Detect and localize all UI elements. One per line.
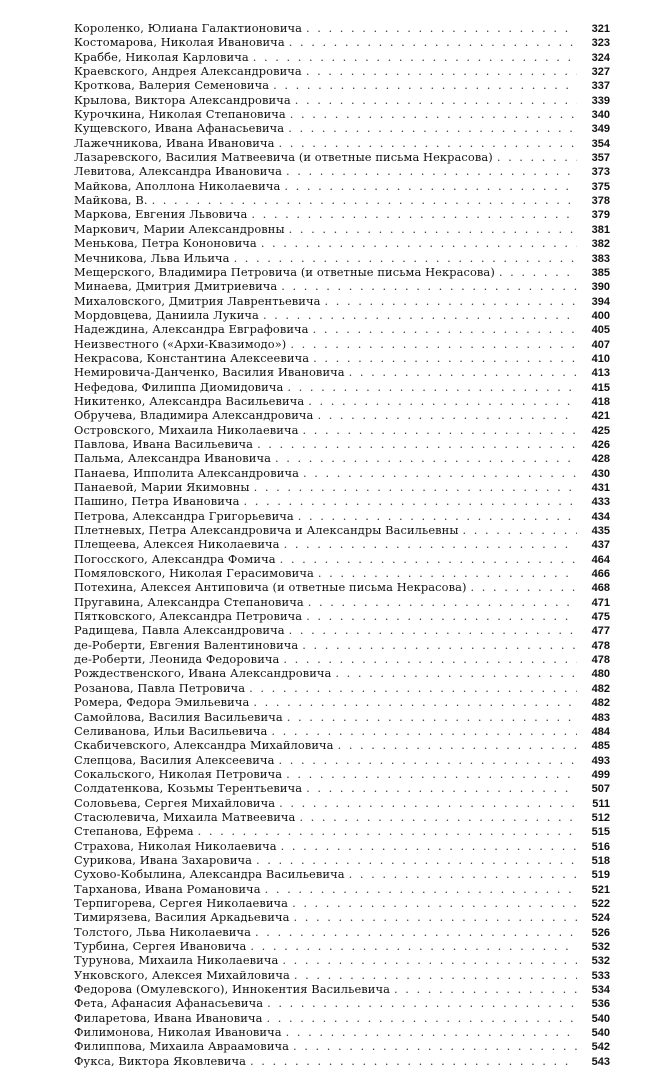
toc-entry-page-number: 339: [591, 94, 610, 107]
dot-leader: [318, 566, 577, 580]
toc-entry: [74, 107, 610, 121]
dot-leader: [266, 1011, 577, 1025]
toc-entry-name: де-Роберти, Леонида Федоровича: [74, 652, 280, 667]
toc-entry-name: Панаевой, Марии Якимовны: [74, 480, 250, 494]
dot-leader: [294, 968, 577, 982]
toc-entry: [74, 652, 610, 666]
dot-leader: [293, 1039, 577, 1053]
toc-entry-name: Курочкина, Николая Степановича: [74, 107, 286, 122]
toc-entry: [74, 466, 610, 480]
dot-leader: [308, 394, 577, 408]
dot-leader: [283, 652, 577, 666]
dot-leader: [271, 724, 577, 738]
dot-leader: [306, 64, 577, 78]
toc-entry-name: Костомарова, Николая Ивановича: [74, 35, 285, 50]
toc-entry: [74, 552, 610, 566]
toc-entry: [74, 796, 610, 810]
dot-leader: [284, 179, 577, 193]
toc-entry-page-number: 471: [591, 596, 610, 609]
toc-entry-name: Панаева, Ипполита Александровича: [74, 465, 299, 480]
toc-entry-name: Неизвестного («Архи-Квазимодо»): [74, 336, 287, 351]
toc-entry: [74, 121, 610, 135]
toc-entry: [74, 322, 610, 336]
toc-entry: [74, 753, 610, 767]
dot-leader: [463, 523, 577, 537]
toc-entry-page-number: 400: [591, 309, 610, 322]
dot-leader: [289, 222, 577, 236]
toc-entry-page-number: 515: [591, 826, 610, 839]
toc-entry-name: Радищева, Павла Александровича: [74, 623, 285, 638]
dot-leader: [244, 494, 578, 508]
toc-entry-page-number: 511: [592, 797, 610, 810]
toc-entry-name: Турбина, Сергея Ивановича: [74, 939, 247, 953]
dot-leader: [306, 21, 577, 35]
toc-entry-name: Скабичевского, Александра Михайловича: [74, 738, 334, 753]
dot-leader: [295, 93, 577, 107]
dot-leader: [279, 796, 577, 810]
dot-leader: [497, 150, 577, 164]
toc-entry: [74, 996, 610, 1010]
toc-entry-page-number: 379: [591, 209, 610, 222]
toc-entry-page-number: 499: [591, 768, 610, 781]
toc-entry-page-number: 437: [591, 539, 610, 552]
dot-leader: [338, 738, 577, 752]
dot-leader: [281, 839, 577, 853]
toc-entry: [74, 1054, 610, 1068]
toc-entry-page-number: 354: [591, 137, 610, 150]
dot-leader: [286, 767, 577, 781]
toc-entry-page-number: 540: [591, 1012, 610, 1025]
toc-entry-name: Плетневых, Петра Александровича и Александры Васильевны: [74, 523, 459, 538]
toc-entry-name: Крылова, Виктора Александровича: [74, 92, 291, 107]
dot-leader: [253, 695, 577, 709]
toc-entry: [74, 394, 610, 408]
toc-entry-page-number: 483: [591, 711, 610, 724]
toc-entry-page-number: 383: [591, 252, 610, 265]
toc-entry-page-number: 435: [591, 525, 610, 538]
dot-leader: [394, 982, 577, 996]
toc-entry-name: Терпигорева, Сергея Николаевича: [74, 895, 289, 910]
dot-leader: [299, 810, 577, 824]
toc-entry-name: Менькова, Петра Кононовича: [74, 236, 257, 251]
toc-entry: [74, 50, 610, 64]
toc-entry-page-number: 478: [591, 639, 610, 652]
toc-entry-name: Нефедова, Филиппа Диомидовича: [74, 379, 284, 394]
dot-leader: [251, 207, 577, 221]
table-of-contents-page: [74, 21, 610, 1068]
toc-entry: [74, 351, 610, 365]
dot-leader: [286, 164, 577, 178]
toc-entry-page-number: 407: [591, 338, 610, 351]
dot-leader: [294, 910, 578, 924]
toc-entry: [74, 939, 610, 953]
toc-entry-name: Лазаревского, Василия Матвеевича (и ответные письма Некрасова): [74, 150, 493, 165]
toc-entry-page-number: 480: [591, 668, 610, 681]
toc-entry: [74, 595, 610, 609]
toc-entry: [74, 78, 610, 92]
dot-leader: [250, 1054, 577, 1068]
toc-entry-page-number: 405: [591, 324, 610, 337]
toc-entry: [74, 580, 610, 594]
toc-entry-name: Кущевского, Ивана Афанасьевича: [74, 121, 285, 136]
dot-leader: [306, 781, 577, 795]
toc-entry-name: Тимирязева, Василия Аркадьевича: [74, 910, 290, 925]
toc-entry: [74, 738, 610, 752]
dot-leader: [267, 996, 577, 1010]
toc-entry-name: Унковского, Алексея Михайловича: [74, 967, 290, 982]
toc-entry: [74, 810, 610, 824]
toc-entry-page-number: 485: [591, 740, 610, 753]
dot-leader: [303, 423, 577, 437]
toc-entry-name: Пашино, Петра Ивановича: [74, 494, 240, 509]
toc-entry-page-number: 413: [591, 367, 610, 380]
toc-list: [74, 21, 610, 1068]
toc-entry: [74, 265, 610, 279]
toc-entry: [74, 164, 610, 178]
dot-leader: [303, 466, 577, 480]
toc-entry: [74, 566, 610, 580]
dot-leader: [253, 50, 577, 64]
toc-entry: [74, 365, 610, 379]
dot-leader: [349, 365, 577, 379]
toc-entry-page-number: 324: [591, 51, 610, 64]
toc-entry-page-number: 543: [591, 1055, 610, 1068]
toc-entry: [74, 236, 610, 250]
toc-entry: [74, 910, 610, 924]
toc-entry-name: Пругавина, Александра Степановича: [74, 594, 304, 609]
toc-entry-name: Фукса, Виктора Яковлевича: [74, 1053, 247, 1068]
dot-leader: [257, 437, 577, 451]
toc-entry-name: Лажечникова, Ивана Ивановича: [74, 135, 275, 150]
toc-entry-name: Короленко, Юлиана Галактионовича: [74, 21, 303, 35]
toc-entry-name: Некрасова, Константина Алексеевича: [74, 350, 310, 365]
dot-leader: [335, 666, 577, 680]
toc-entry-name: Филаретова, Ивана Ивановича: [74, 1010, 263, 1025]
toc-entry-name: Петрова, Александра Григорьевича: [74, 508, 294, 523]
toc-entry-name: Селиванова, Ильи Васильевича: [74, 723, 268, 738]
dot-leader: [284, 537, 577, 551]
dot-leader: [282, 953, 577, 967]
toc-entry-name: Ромера, Федора Эмильевича: [74, 695, 250, 710]
toc-entry-page-number: 327: [591, 66, 610, 79]
toc-entry: [74, 1025, 610, 1039]
toc-entry-page-number: 375: [591, 180, 610, 193]
toc-entry-page-number: 519: [591, 869, 610, 882]
toc-entry-page-number: 382: [591, 238, 610, 251]
toc-entry: [74, 380, 610, 394]
toc-entry: [74, 824, 610, 838]
dot-leader: [263, 308, 577, 322]
toc-entry: [74, 494, 610, 508]
toc-entry-page-number: 394: [591, 295, 610, 308]
toc-entry-page-number: 464: [591, 553, 610, 566]
toc-entry-page-number: 425: [591, 424, 610, 437]
toc-entry-name: Погосского, Александра Фомича: [74, 551, 276, 566]
toc-entry: [74, 509, 610, 523]
dot-leader: [349, 867, 577, 881]
toc-entry-name: Маркович, Марии Александровны: [74, 221, 285, 236]
toc-entry-name: Рождественского, Ивана Александровича: [74, 666, 332, 681]
toc-entry-page-number: 431: [591, 482, 610, 494]
toc-entry: [74, 451, 610, 465]
toc-entry: [74, 136, 610, 150]
toc-entry-name: Мечникова, Льва Ильича: [74, 250, 230, 265]
dot-leader: [306, 609, 577, 623]
toc-entry-name: Тарханова, Ивана Романовича: [74, 881, 261, 896]
toc-entry-name: Слепцова, Василия Алексеевича: [74, 752, 275, 767]
toc-entry-page-number: 542: [591, 1041, 610, 1054]
toc-entry-name: Кроткова, Валерия Семеновича: [74, 78, 270, 93]
toc-entry-page-number: 512: [591, 811, 610, 824]
toc-entry: [74, 767, 610, 781]
toc-entry: [74, 867, 610, 881]
dot-leader: [255, 925, 577, 939]
toc-entry-name: Пятковского, Александра Петровича: [74, 609, 303, 624]
dot-leader: [290, 337, 577, 351]
toc-entry: [74, 982, 610, 996]
toc-entry-page-number: 516: [591, 840, 610, 853]
toc-entry-page-number: 475: [591, 611, 610, 624]
dot-leader: [289, 35, 577, 49]
toc-entry-name: Краббе, Николая Карловича: [74, 49, 249, 64]
toc-entry: [74, 523, 610, 537]
toc-entry-name: Сухово-Кобылина, Александра Васильевича: [74, 867, 345, 882]
toc-entry: [74, 839, 610, 853]
toc-entry-page-number: 381: [591, 223, 610, 236]
toc-entry: [74, 882, 610, 896]
toc-entry: [74, 251, 610, 265]
toc-entry-name: Стасюлевича, Михаила Матвеевича: [74, 809, 296, 824]
toc-entry-name: Плещеева, Алексея Николаевича: [74, 537, 280, 552]
toc-entry-page-number: 430: [591, 467, 610, 480]
toc-entry-page-number: 532: [591, 955, 610, 968]
toc-entry-name: Степанова, Ефрема: [74, 824, 194, 839]
toc-entry-page-number: 323: [591, 37, 610, 50]
toc-entry-page-number: 357: [591, 152, 610, 165]
toc-entry-page-number: 337: [591, 80, 610, 93]
dot-leader: [152, 193, 577, 207]
dot-leader: [298, 509, 577, 523]
toc-entry-page-number: 373: [591, 166, 610, 179]
toc-entry: [74, 179, 610, 193]
toc-entry: [74, 666, 610, 680]
toc-entry-page-number: 477: [591, 625, 610, 638]
toc-entry-name: Павлова, Ивана Васильевича: [74, 436, 254, 451]
toc-entry: [74, 193, 610, 207]
dot-leader: [317, 408, 577, 422]
toc-entry-page-number: 518: [591, 854, 610, 867]
toc-entry-page-number: 410: [591, 352, 610, 365]
dot-leader: [325, 294, 577, 308]
toc-entry-page-number: 540: [591, 1027, 610, 1040]
toc-entry: [74, 925, 610, 939]
dot-leader: [286, 1025, 577, 1039]
toc-entry-page-number: 426: [591, 438, 610, 451]
toc-entry-name: Майкова, Аполлона Николаевича: [74, 178, 281, 193]
toc-entry-name: Толстого, Льва Николаевича: [74, 924, 252, 939]
toc-entry: [74, 1011, 610, 1025]
toc-entry: [74, 35, 610, 49]
toc-entry: [74, 423, 610, 437]
toc-entry-page-number: 321: [591, 23, 610, 35]
toc-entry-page-number: 521: [591, 883, 610, 896]
toc-entry: [74, 695, 610, 709]
toc-entry-name: Сокальского, Николая Петровича: [74, 766, 283, 781]
toc-entry-page-number: 428: [591, 453, 610, 466]
toc-entry-name: Майкова, В.: [74, 193, 148, 208]
toc-entry: [74, 64, 610, 78]
toc-entry: [74, 781, 610, 795]
toc-entry-page-number: 421: [591, 410, 610, 423]
dot-leader: [261, 236, 577, 250]
dot-leader: [287, 380, 577, 394]
toc-entry: [74, 279, 610, 293]
toc-entry-name: Филиппова, Михаила Авраамовича: [74, 1039, 290, 1054]
toc-entry-page-number: 526: [591, 926, 610, 939]
dot-leader: [287, 710, 577, 724]
toc-entry-page-number: 524: [591, 912, 610, 925]
toc-entry-page-number: 390: [591, 281, 610, 294]
toc-entry-page-number: 468: [591, 582, 610, 595]
toc-entry-name: Островского, Михаила Николаевича: [74, 422, 299, 437]
toc-entry-page-number: 522: [591, 897, 610, 910]
dot-leader: [275, 451, 577, 465]
toc-entry-page-number: 533: [591, 969, 610, 982]
toc-entry-name: Пальма, Александра Ивановича: [74, 451, 271, 466]
toc-entry-page-number: 484: [591, 725, 610, 738]
dot-leader: [256, 853, 577, 867]
toc-entry-name: Солдатенкова, Козьмы Терентьевича: [74, 781, 303, 796]
toc-entry: [74, 294, 610, 308]
toc-entry-name: Краевского, Андрея Александровича: [74, 64, 302, 79]
toc-entry-page-number: 482: [591, 682, 610, 695]
dot-leader: [471, 580, 577, 594]
dot-leader: [265, 882, 577, 896]
toc-entry: [74, 437, 610, 451]
toc-entry-page-number: 340: [591, 109, 610, 122]
toc-entry-name: Немировича-Данченко, Василия Ивановича: [74, 365, 345, 380]
toc-entry: [74, 150, 610, 164]
toc-entry-page-number: 378: [591, 195, 610, 208]
toc-entry-page-number: 415: [591, 381, 610, 394]
toc-entry-name: де-Роберти, Евгения Валентиновича: [74, 637, 299, 652]
toc-entry-page-number: 349: [591, 123, 610, 136]
toc-entry: [74, 609, 610, 623]
toc-entry-name: Минаева, Дмитрия Дмитриевича: [74, 279, 278, 294]
toc-entry-name: Обручева, Владимира Александровича: [74, 408, 314, 423]
toc-entry-name: Михаловского, Дмитрия Лаврентьевича: [74, 293, 321, 308]
dot-leader: [254, 480, 577, 494]
toc-entry-name: Самойлова, Василия Васильевича: [74, 709, 283, 724]
toc-entry-page-number: 434: [591, 510, 610, 523]
dot-leader: [281, 279, 577, 293]
toc-entry: [74, 710, 610, 724]
toc-entry: [74, 638, 610, 652]
toc-entry: [74, 896, 610, 910]
toc-entry: [74, 337, 610, 351]
toc-entry: [74, 207, 610, 221]
toc-entry-name: Надеждина, Александра Евграфовича: [74, 322, 309, 337]
toc-entry: [74, 623, 610, 637]
dot-leader: [290, 107, 577, 121]
toc-entry-page-number: 534: [591, 984, 610, 997]
toc-entry-name: Сурикова, Ивана Захаровича: [74, 852, 253, 867]
dot-leader: [273, 78, 577, 92]
toc-entry-name: Турунова, Михаила Николаевича: [74, 953, 279, 968]
toc-entry-name: Фета, Афанасия Афанасьевича: [74, 996, 264, 1011]
toc-entry-page-number: 385: [591, 266, 610, 279]
dot-leader: [313, 322, 577, 336]
toc-entry-name: Никитенко, Александра Васильевича: [74, 393, 305, 408]
toc-entry: [74, 537, 610, 551]
toc-entry-page-number: 478: [591, 654, 610, 667]
toc-entry: [74, 1039, 610, 1053]
toc-entry-name: Мордовцева, Даниила Лукича: [74, 307, 259, 322]
toc-entry: [74, 308, 610, 322]
toc-entry: [74, 953, 610, 967]
toc-entry-name: Филимонова, Николая Ивановича: [74, 1025, 282, 1040]
toc-entry-page-number: 482: [591, 697, 610, 710]
dot-leader: [234, 251, 577, 265]
toc-entry: [74, 480, 610, 494]
toc-entry-page-number: 433: [591, 496, 610, 509]
toc-entry-page-number: 536: [591, 998, 610, 1011]
dot-leader: [289, 623, 577, 637]
toc-entry-name: Потехина, Алексея Антиповича (и ответные письма Некрасова): [74, 580, 467, 595]
toc-entry: [74, 724, 610, 738]
toc-entry-name: Мещерского, Владимира Петровича (и ответные письма Некрасова): [74, 264, 495, 279]
dot-leader: [279, 753, 578, 767]
toc-entry-name: Соловьева, Сергея Михайловича: [74, 795, 276, 810]
dot-leader: [249, 681, 577, 695]
toc-entry-page-number: 418: [591, 395, 610, 408]
dot-leader: [279, 136, 577, 150]
toc-entry-name: Левитова, Александра Ивановича: [74, 164, 282, 179]
toc-entry-page-number: 507: [591, 783, 610, 796]
dot-leader: [302, 638, 577, 652]
dot-leader: [499, 265, 577, 279]
toc-entry-name: Федорова (Омулевского), Иннокентия Васильевича: [74, 982, 391, 997]
dot-leader: [198, 824, 577, 838]
toc-entry-name: Маркова, Евгения Львовича: [74, 207, 248, 222]
toc-entry-name: Помяловского, Николая Герасимовича: [74, 566, 314, 581]
toc-entry-page-number: 532: [591, 941, 610, 953]
toc-entry: [74, 21, 610, 35]
toc-entry-page-number: 493: [591, 754, 610, 767]
dot-leader: [280, 552, 577, 566]
toc-entry: [74, 93, 610, 107]
toc-entry-page-number: 466: [591, 568, 610, 581]
toc-entry: [74, 853, 610, 867]
toc-entry: [74, 681, 610, 695]
dot-leader: [308, 595, 577, 609]
dot-leader: [292, 896, 577, 910]
dot-leader: [313, 351, 577, 365]
dot-leader: [250, 939, 577, 953]
dot-leader: [288, 121, 577, 135]
toc-entry: [74, 408, 610, 422]
toc-entry: [74, 222, 610, 236]
toc-entry-name: Розанова, Павла Петровича: [74, 680, 246, 695]
toc-entry: [74, 968, 610, 982]
toc-entry-name: Страхова, Николая Николаевича: [74, 838, 277, 853]
